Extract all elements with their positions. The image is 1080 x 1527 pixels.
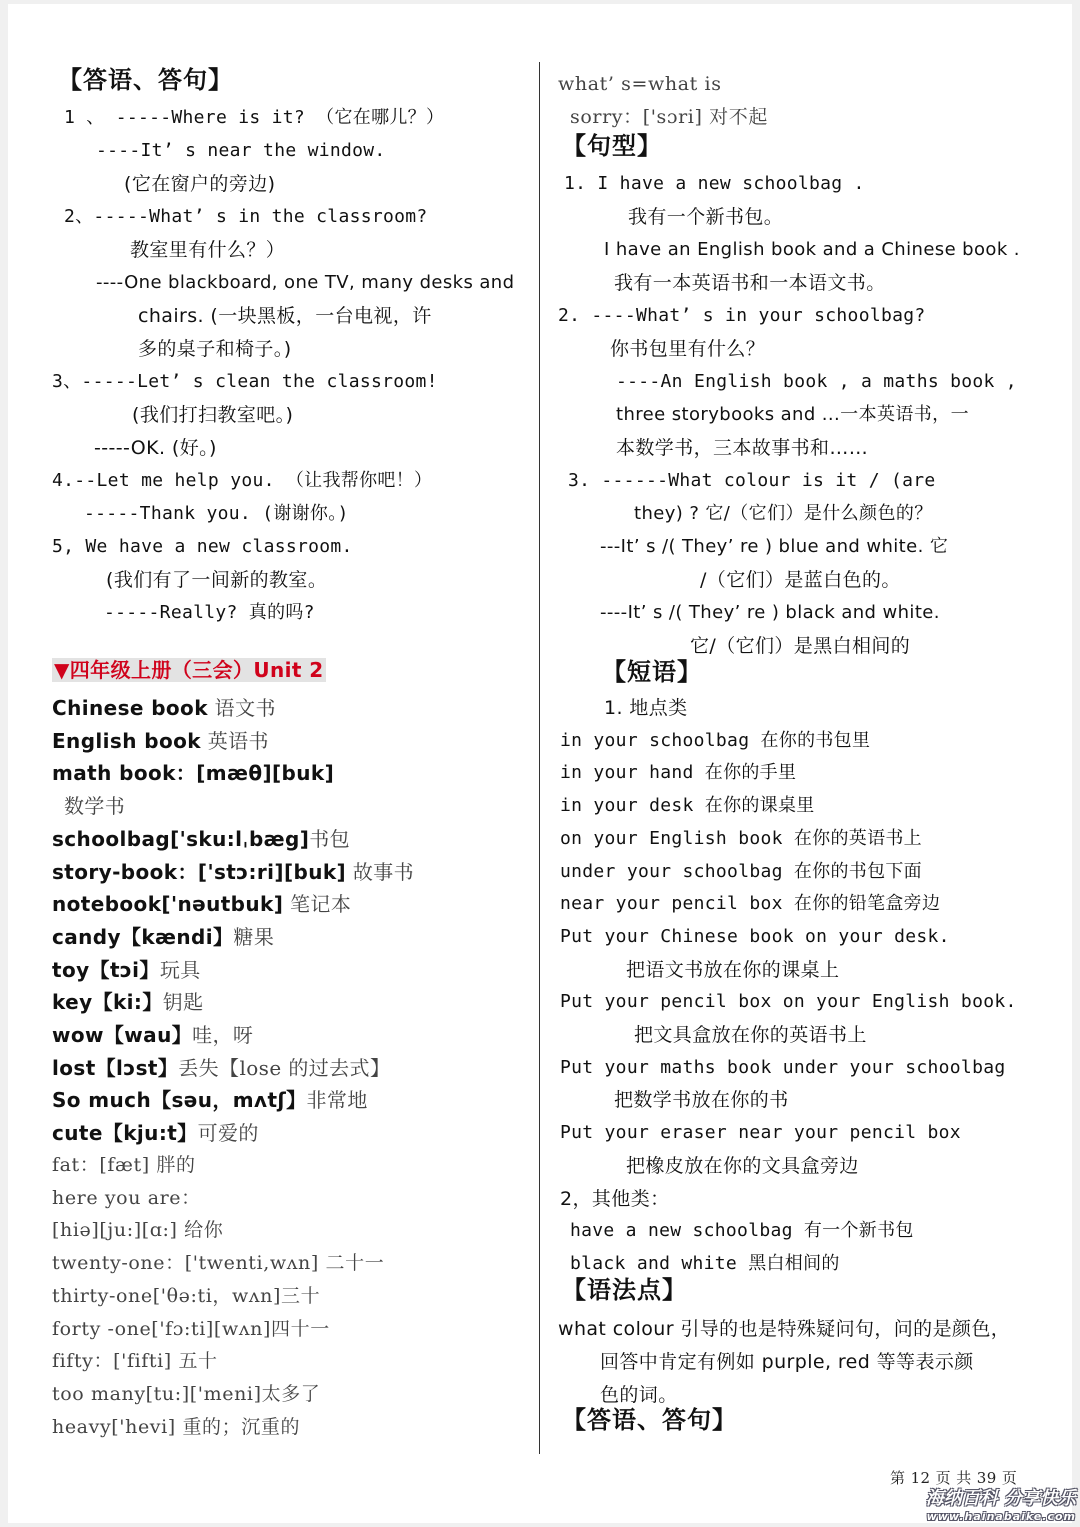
column-divider	[539, 62, 540, 1454]
vocab-word: Chinese book	[52, 696, 208, 720]
vocab-word: lost【lɔst】	[52, 1056, 179, 1080]
dialogue-line: -----OK. (好。)	[94, 437, 217, 459]
section-heading-phrases: 【短语】	[602, 658, 702, 686]
intro-line: what’ s=what is	[558, 73, 722, 95]
vocab-meaning: 数学书	[64, 794, 126, 818]
vocab-plain-item: [hiə][ju:][ɑ:] 给你	[52, 1219, 224, 1241]
dialogue-line: ----It’ s near the window.	[96, 140, 386, 161]
watermark-text: 海纳百科 分享快乐	[925, 1488, 1076, 1509]
dialogue-line: 4.--Let me help you. （让我帮你吧！）	[52, 470, 433, 491]
vocab-item	[52, 825, 350, 853]
dialogue-line: -----Thank you. (谢谢你。)	[84, 503, 349, 524]
vocab-item	[52, 694, 276, 722]
vocab-word: cute【kju:t】	[52, 1121, 198, 1145]
dialogue-line: 1 、 -----Where is it? （它在哪儿？）	[64, 107, 445, 128]
section-heading-patterns: 【句型】	[562, 132, 662, 160]
dialogue-line: chairs. (一块黑板，一台电视，许	[138, 305, 432, 327]
vocab-item	[52, 890, 351, 918]
pattern-line: /（它们）是蓝白色的。	[700, 569, 901, 591]
section-heading-grammar: 【语法点】	[562, 1276, 687, 1304]
phrase-line: Put your eraser near your pencil box	[560, 1122, 961, 1143]
vocab-meaning: 语文书	[207, 696, 276, 720]
vocab-meaning: 书包	[309, 827, 351, 851]
vocab-plain-item: here you are：	[52, 1187, 201, 1209]
vocab-meaning: 可爱的	[197, 1121, 259, 1145]
vocab-plain-item: thirty-one['θə:ti，wʌn]三十	[52, 1285, 321, 1307]
page-number: 第 12 页 共 39 页	[890, 1469, 1018, 1487]
phrase-line: 1. 地点类	[604, 697, 688, 719]
dialogue-line: 5, We have a new classroom.	[52, 536, 353, 557]
phrase-line: near your pencil box 在你的铅笔盒旁边	[560, 893, 941, 914]
vocab-item	[52, 988, 204, 1016]
pattern-line: 1. I have a new schoolbag .	[564, 173, 865, 194]
vocab-item	[52, 1086, 368, 1114]
vocab-plain-item: heavy['hevi] 重的；沉重的	[52, 1416, 301, 1438]
pattern-line: 你书包里有什么？	[610, 338, 766, 360]
grammar-line: 色的词。	[600, 1384, 678, 1406]
phrase-line: 把数学书放在你的书	[614, 1089, 789, 1111]
vocab-meaning: 笔记本	[283, 892, 352, 916]
unit-title-text: ▼四年级上册（三会）Unit 2	[54, 658, 324, 682]
pattern-line: 3. ------What colour is it / (are	[568, 470, 936, 491]
vocab-word: toy【tɔi】	[52, 958, 160, 982]
phrase-line: Put your maths book under your schoolbag	[560, 1057, 1006, 1078]
phrase-line: in your hand 在你的手里	[560, 762, 797, 783]
vocab-word: schoolbag['sku:lˌbæg]	[52, 827, 310, 851]
vocab-plain-item: fifty：['fifti] 五十	[52, 1350, 218, 1372]
vocab-word: story-book：['stɔ:ri][buk]	[52, 860, 347, 884]
phrase-line: 把橡皮放在你的文具盒旁边	[626, 1155, 859, 1177]
pattern-line: three storybooks and ...一本英语书，一	[616, 404, 969, 425]
vocab-word: English book	[52, 729, 201, 753]
phrase-line: have a new schoolbag 有一个新书包	[570, 1220, 914, 1241]
vocab-item	[52, 727, 269, 755]
vocab-item	[52, 858, 414, 886]
document-page	[8, 4, 1072, 1523]
dialogue-line: (我们打扫教室吧。)	[132, 404, 294, 426]
vocab-meaning: 非常地	[306, 1088, 368, 1112]
dialogue-line: -----Really? 真的吗?	[104, 602, 315, 623]
pattern-line: 它/（它们）是黑白相间的	[690, 635, 911, 657]
vocab-word: notebook['nəutbuk]	[52, 892, 284, 916]
pattern-line: ----An English book , a maths book ,	[616, 371, 1017, 392]
unit-title	[52, 656, 326, 685]
vocab-meaning: 丢失【lose 的过去式】	[178, 1056, 391, 1080]
dialogue-line: (我们有了一间新的教室。	[106, 569, 328, 591]
watermark-url: www.hainabaike.com	[926, 1510, 1076, 1523]
phrase-line: 把语文书放在你的课桌上	[626, 959, 840, 981]
vocab-plain-item: twenty-one：['twenti,wʌn] 二十一	[52, 1252, 385, 1274]
vocab-item	[52, 923, 274, 951]
dialogue-line: 教室里有什么？）	[130, 239, 286, 261]
vocab-word: wow【wau】	[52, 1023, 193, 1047]
vocab-word: So much【səu，mʌtʃ】	[52, 1088, 307, 1112]
vocab-item	[52, 956, 201, 984]
phrase-line: under your schoolbag 在你的书包下面	[560, 861, 922, 882]
dialogue-line: (它在窗户的旁边)	[124, 173, 276, 195]
pattern-line: I have an English book and a Chinese book .	[604, 239, 1020, 260]
vocab-item	[52, 1119, 259, 1147]
vocab-meaning: 糖果	[233, 925, 275, 949]
dialogue-line: 多的桌子和椅子。)	[138, 338, 292, 360]
vocab-meaning: 英语书	[200, 729, 269, 753]
pattern-line: 我有一个新书包。	[628, 206, 784, 228]
pattern-line: they) ? 它/（它们）是什么颜色的？	[634, 503, 933, 524]
vocab-item	[52, 759, 334, 787]
vocab-plain-item: fat：[fæt] 胖的	[52, 1154, 196, 1176]
phrase-line: Put your Chinese book on your desk.	[560, 926, 950, 947]
pattern-line: 我有一本英语书和一本语文书。	[614, 272, 886, 294]
vocab-item	[52, 1021, 253, 1049]
section-heading-answers-2: 【答语、答句】	[562, 1406, 737, 1434]
vocab-plain-item: too many[tu:]['meni]太多了	[52, 1383, 321, 1405]
phrase-line: on your English book 在你的英语书上	[560, 828, 922, 849]
dialogue-line: 2、-----What’ s in the classroom?	[64, 206, 428, 227]
vocab-word: candy【kændi】	[52, 925, 234, 949]
phrase-line: 把文具盒放在你的英语书上	[634, 1024, 867, 1046]
vocab-meaning: 哇，呀	[192, 1023, 254, 1047]
grammar-line: 回答中肯定有例如 purple, red 等等表示颜	[600, 1351, 974, 1373]
phrase-line: 2，其他类：	[560, 1188, 670, 1210]
vocab-word: key【ki:】	[52, 990, 163, 1014]
grammar-line: what colour 引导的也是特殊疑问句，问的是颜色，	[558, 1318, 1011, 1340]
vocab-meaning: 故事书	[346, 860, 415, 884]
dialogue-line: ----One blackboard, one TV, many desks and	[96, 272, 515, 293]
vocab-meaning: 玩具	[159, 958, 201, 982]
watermark-logo	[926, 1484, 1076, 1523]
vocab-word: math book：[mæθ][buk]	[52, 761, 335, 785]
phrase-line: Put your pencil box on your English book.	[560, 991, 1017, 1012]
dialogue-line: 3、-----Let’ s clean the classroom!	[52, 371, 438, 392]
vocab-item	[64, 792, 125, 820]
vocab-meaning: 钥匙	[162, 990, 204, 1014]
phrase-line: black and white 黑白相间的	[570, 1253, 840, 1274]
phrase-line: in your schoolbag 在你的书包里	[560, 730, 871, 751]
pattern-line: 2. ----What’ s in your schoolbag?	[558, 305, 926, 326]
section-heading-answers: 【答语、答句】	[58, 66, 233, 94]
phrase-line: in your desk 在你的课桌里	[560, 795, 815, 816]
pattern-line: ---It’ s /( They’ re ) blue and white. 它	[600, 536, 949, 557]
pattern-line: 本数学书，三本故事书和……	[616, 437, 869, 459]
pattern-line: ----It’ s /( They’ re ) black and white.	[600, 602, 940, 623]
intro-line: sorry：['sɔri] 对不起	[570, 106, 768, 128]
vocab-item	[52, 1054, 390, 1082]
vocab-plain-item: forty -one['fɔ:ti][wʌn]四十一	[52, 1318, 330, 1340]
